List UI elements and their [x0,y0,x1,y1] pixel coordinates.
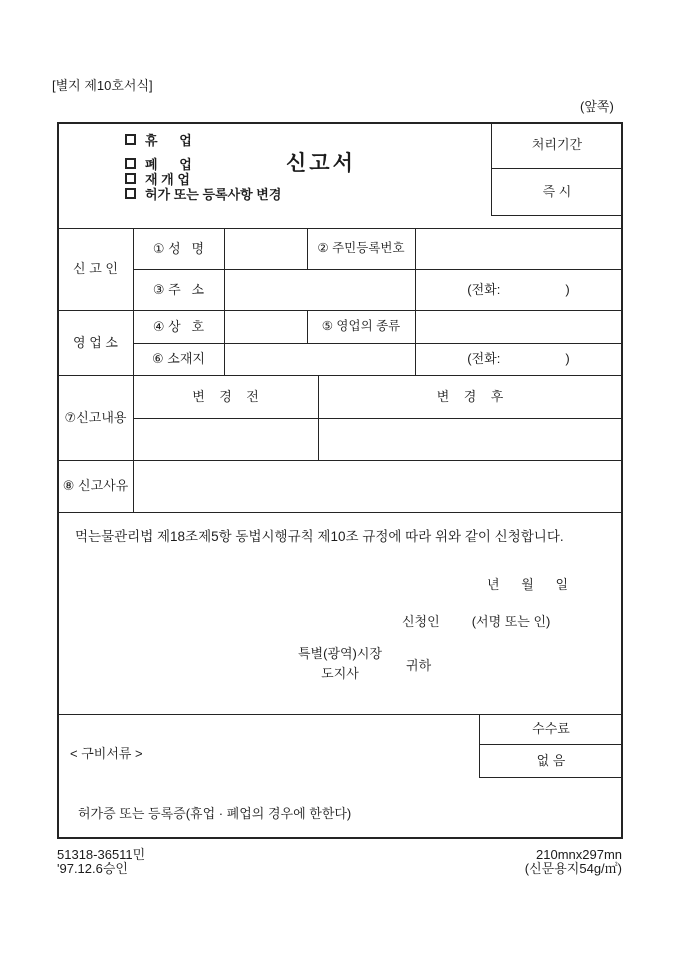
suspension-checkbox[interactable] [125,134,136,145]
footer-size-note: 210mnx297mn [536,847,622,862]
grid-line [57,714,622,715]
fee-label: 수수료 [532,721,570,737]
option-row-change [125,184,281,203]
grid-line [133,343,622,344]
declarant-group-label: 신 고 인 [73,261,118,277]
address-input-cell[interactable] [225,270,414,309]
footer-paper-note: (신문용지54g/㎡) [524,861,622,876]
grid-line [491,215,622,216]
grid-line [57,460,622,461]
report-reason-label: ⑧ 신고사유 [62,478,129,494]
option-label: 폐 업 [145,157,192,172]
business-type-label: ⑤ 영업의 종류 [321,319,401,333]
before-change-input-cell[interactable] [134,419,317,459]
option-label: 재 개 업 [145,172,190,187]
recipient-honorific: 귀하 [406,657,432,673]
grid-line [57,512,622,513]
recipient-titles [298,644,382,684]
fee-value: 없 음 [536,752,566,768]
recipient-title-mayor: 특별(광역)시장 [298,646,383,661]
grid-line [307,310,308,343]
attachment-item: 허가증 또는 등록증(휴업 · 폐업의 경우에 한한다) [78,806,352,821]
processing-time-value: 즉 시 [542,183,572,199]
grid-line [479,714,480,777]
trade-name-input-cell[interactable] [225,311,306,342]
date-line: 년 월 일 [487,577,569,592]
option-row-suspension [125,130,192,149]
address-label: ③ 주 소 [152,281,205,297]
before-change-header: 변 경 전 [192,388,259,404]
business-type-input-cell[interactable] [416,311,621,342]
trade-name-label: ④ 상 호 [152,318,205,334]
resident-no-input-cell[interactable] [416,229,621,268]
page-side-label: (앞쪽) [580,99,614,114]
grid-line [133,269,622,270]
business-group-label: 영 업 소 [73,334,118,350]
recipient-row [298,644,431,684]
name-label: ① 성 명 [152,240,205,256]
grid-line [479,777,622,778]
processing-time-label: 처리기간 [531,137,583,153]
grid-line [491,168,622,169]
grid-line [479,744,622,745]
grid-line [133,228,134,512]
declaration-statement: 먹는물관리법 제18조제5항 동법시행규칙 제10조 규정에 따라 위와 같이 신청합니다. [75,529,564,544]
footer-approval: '97.12.6승인 [57,861,128,876]
grid-line [307,228,308,269]
declarant-phone-label: (전화: ) [467,281,570,297]
name-input-cell[interactable] [225,229,306,268]
applicant-label: 신청인 [402,614,440,629]
recipient-title-governor: 도지사 [321,666,359,682]
form-title: 신고서 [286,152,356,175]
report-reason-input-cell[interactable] [134,461,621,511]
form-ref-label: [별지 제10호서식] [52,78,153,93]
reopen-checkbox[interactable] [125,173,136,184]
applicant-signature-row [402,611,550,630]
option-label: 허가 또는 등록사항 변경 [145,187,282,202]
grid-line [57,310,622,311]
grid-line [133,418,622,419]
closure-checkbox[interactable] [125,158,136,169]
signature-note: (서명 또는 인) [471,614,551,629]
grid-line [491,122,492,215]
change-checkbox[interactable] [125,188,136,199]
grid-line [318,375,319,460]
grid-line [415,228,416,375]
location-input-cell[interactable] [225,344,414,374]
report-content-label: ⑦신고내용 [64,409,127,425]
after-change-input-cell[interactable] [319,419,621,459]
grid-line [57,375,622,376]
required-documents-label: < 구비서류 > [70,746,143,761]
grid-line [57,228,622,229]
grid-line [224,228,225,375]
business-phone-label: (전화: ) [467,351,570,367]
resident-no-label: ② 주민등록번호 [317,241,405,255]
after-change-header: 변 경 후 [436,388,504,404]
footer-doc-code: 51318-36511민 [57,847,146,862]
location-label: ⑥ 소재지 [152,351,205,367]
option-label: 휴 업 [145,133,192,148]
